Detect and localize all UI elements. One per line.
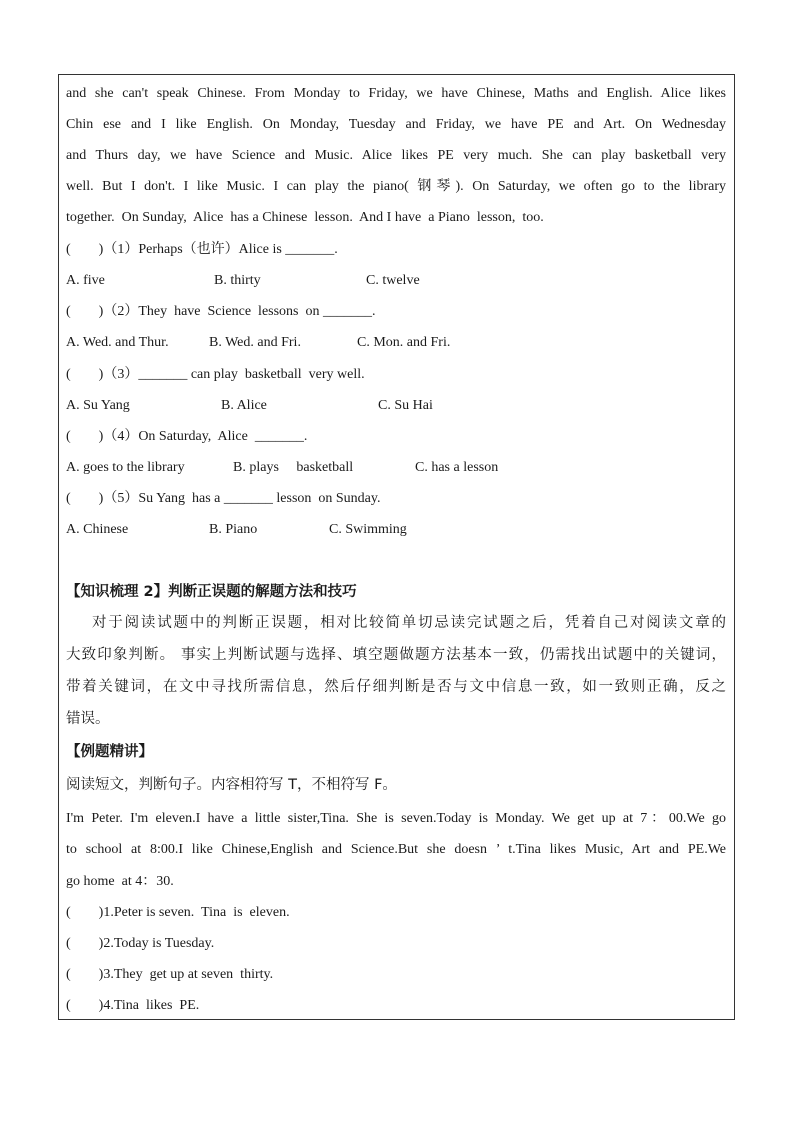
example-instruction: 阅读短文，判断句子。内容相符写 T，不相符写 F。 (66, 777, 397, 793)
section-text-line: 带着关键词，在文中寻找所需信息，然后仔细判断是否与文中信息一致，如一致则正确，反之 (66, 679, 726, 695)
example-passage-line: I'm Peter. I'm eleven.I have a little sister,Tina. She is seven.Today is Monday. We get up at 7：00.We go (66, 811, 726, 826)
question-stem: ( )（3）_______ can play basketball very well. (66, 367, 365, 382)
option-a: A. Wed. and Thur. (66, 335, 169, 350)
example-passage-line: to school at 8:00.I like Chinese,English and Science.But she doesn ’ t.Tina likes Music, Art and PE.We (66, 842, 726, 857)
option-c: C. Mon. and Fri. (357, 335, 451, 350)
section-text-line: 对于阅读试题中的判断正误题，相对比较简单切忌读完试题之后，凭着自己对阅读文章的 (92, 615, 726, 631)
example-passage-line: go home at 4：30. (66, 874, 174, 889)
option-b: B. Piano (209, 522, 258, 537)
judge-item: ( )3.They get up at seven thirty. (66, 967, 274, 982)
question-stem: ( )（5）Su Yang has a _______ lesson on Sunday. (66, 491, 381, 506)
question-stem: ( )（2）They have Science lessons on _______. (66, 304, 376, 319)
passage-line: and she can't speak Chinese. From Monday to Friday, we have Chinese, Maths and English. Alice likes (66, 86, 726, 101)
option-c: C. Swimming (329, 522, 407, 537)
section-heading: 【知识梳理 2】判断正误题的解题方法和技巧 (66, 584, 357, 600)
option-b: B. thirty (214, 273, 261, 288)
judge-item: ( )4.Tina likes PE. (66, 998, 200, 1013)
option-a: A. five (66, 273, 105, 288)
section-text-line: 大致印象判断。 事实上判断试题与选择、填空题做题方法基本一致，仍需找出试题中的关键词， (66, 647, 726, 663)
example-heading: 【例题精讲】 (66, 744, 153, 760)
section-text-line: 错误。 (66, 711, 110, 727)
option-b: B. plays basketball (233, 460, 354, 475)
option-a: A. goes to the library (66, 460, 185, 475)
question-stem: ( )（1）Perhaps（也许）Alice is _______. (66, 242, 338, 257)
option-b: B. Alice (221, 398, 267, 413)
judge-item: ( )1.Peter is seven. Tina is eleven. (66, 905, 290, 920)
passage-line: and Thurs day, we have Science and Music. Alice likes PE very much. She can play basketball very (66, 148, 726, 163)
option-c: C. has a lesson (415, 460, 499, 475)
option-a: A. Su Yang (66, 398, 130, 413)
passage-line: well. But I don't. I like Music. I can play the piano( 钢琴). On Saturday, we often go to the library (66, 179, 726, 194)
judge-item: ( )2.Today is Tuesday. (66, 936, 215, 951)
passage-line: together. On Sunday, Alice has a Chinese lesson. And I have a Piano lesson, too. (66, 210, 544, 225)
option-a: A. Chinese (66, 522, 129, 537)
option-c: C. twelve (366, 273, 420, 288)
option-c: C. Su Hai (378, 398, 433, 413)
option-b: B. Wed. and Fri. (209, 335, 301, 350)
question-stem: ( )（4）On Saturday, Alice _______. (66, 429, 308, 444)
passage-line: Chin ese and I like English. On Monday, Tuesday and Friday, we have PE and Art. On Wednesday (66, 117, 726, 132)
